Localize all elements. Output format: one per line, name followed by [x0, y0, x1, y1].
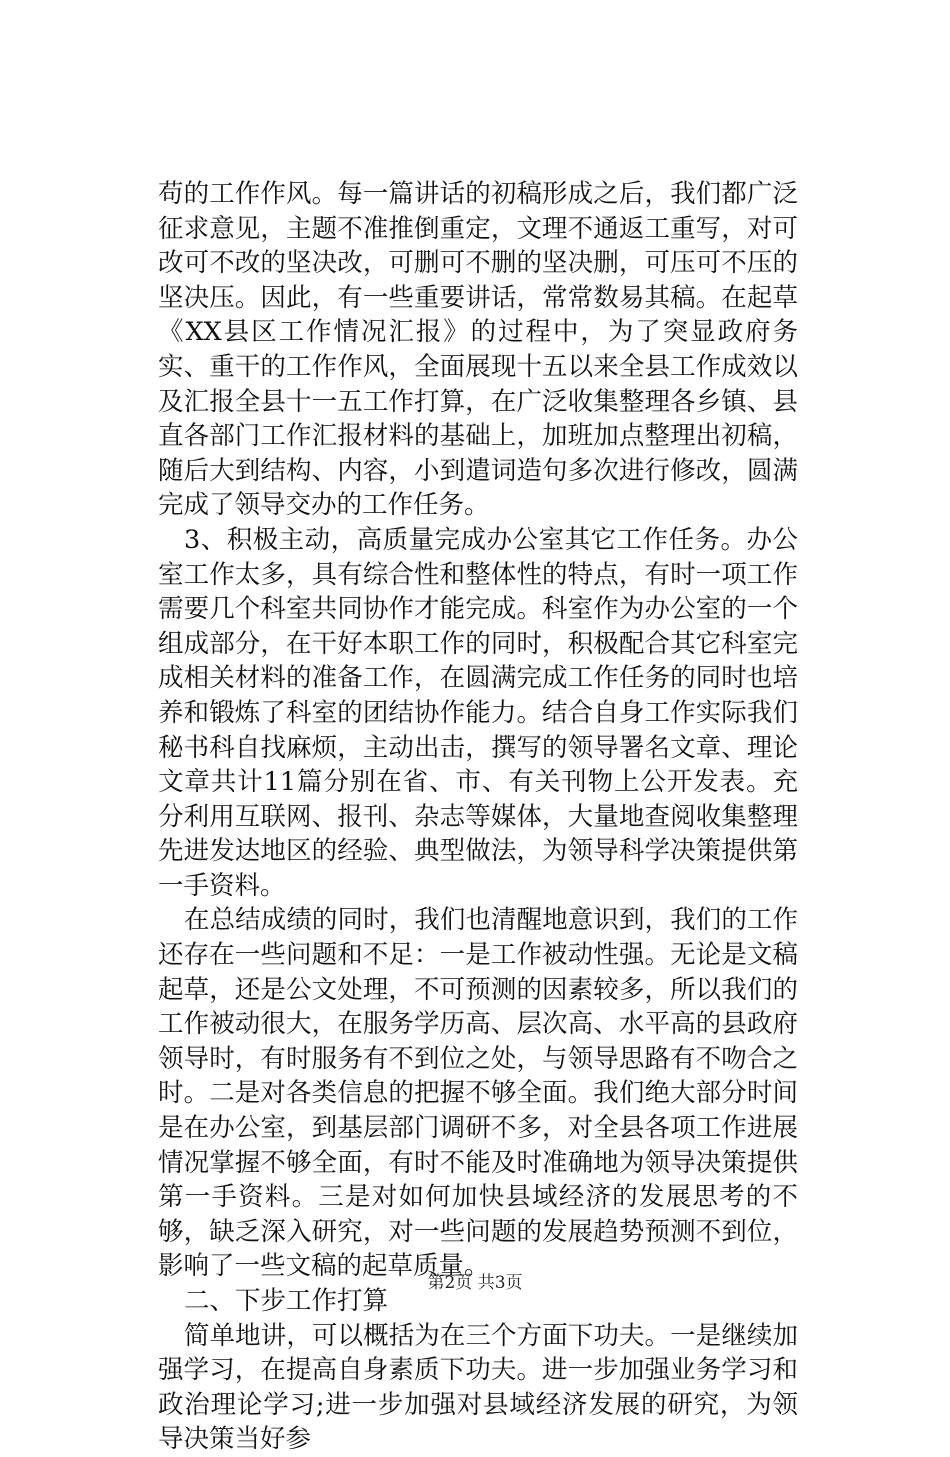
document-body: [158, 177, 798, 1457]
paragraph-shortcomings: 在总结成绩的同时，我们也清醒地意识到，我们的工作还存在一些问题和不足：一是工作被动性强。无论是文稿起草，还是公文处理，不可预测的因素较多，所以我们的工作被动很大，在服务学历高、层次高、水平高的县政府领导时，有时服务有不到位之处，与领导思路有不吻合之时。二是对各类信息的把握不够全面。我们绝大部分时间是在办公室，到基层部门调研不多，对全县各项工作进展情况掌握不够全面，有时不能及时准确地为领导决策提供第一手资料。三是对如何加快县域经济的发展思考的不够，缺乏深入研究，对一些问题的发展趋势预测不到位，影响了一些文稿的起草质量。: [158, 905, 798, 1282]
paragraph-other-tasks: 3、积极主动，高质量完成办公室其它工作任务。办公室工作太多，具有综合性和整体性的特点，有时一项工作需要几个科室共同协作才能完成。科室作为办公室的一个组成部分，在干好本职工作的同时，积极配合其它科室完成相关材料的准备工作，在圆满完成工作任务的同时也培养和锻炼了科室的团结协作能力。结合自身工作实际我们秘书科自找麻烦，主动出击，撰写的领导署名文章、理论文章共计11篇分别在省、市、有关刊物上公开发表。充分利用互联网、报刊、杂志等媒体，大量地查阅收集整理先进发达地区的经验、典型做法，为领导科学决策提供第一手资料。: [158, 524, 798, 901]
section-heading-next-steps: 二、下步工作打算: [184, 1286, 389, 1316]
page-number-footer: 第2页 共3页: [427, 1273, 523, 1293]
paragraph-next-steps: 简单地讲，可以概括为在三个方面下功夫。一是继续加强学习，在提高自身素质下功夫。进一步加强业务学习和政治理论学习;进一步加强对县域经济发展的研究，为领导决策当好参: [158, 1320, 798, 1455]
paragraph-speech-drafting: 苟的工作作风。每一篇讲话的初稿形成之后，我们都广泛征求意见，主题不准推倒重定，文理不通返工重写，对可改可不改的坚决改，可删可不删的坚决删，可压可不压的坚决压。因此，有一些重要讲话，常常数易其稿。在起草《XX县区工作情况汇报》的过程中，为了突显政府务实、重干的工作作风，全面展现十五以来全县工作成效以及汇报全县十一五工作打算，在广泛收集整理各乡镇、县直各部门工作汇报材料的基础上，加班加点整理出初稿，随后大到结构、内容，小到遣词造句多次进行修改，圆满完成了领导交办的工作任务。: [158, 179, 798, 521]
